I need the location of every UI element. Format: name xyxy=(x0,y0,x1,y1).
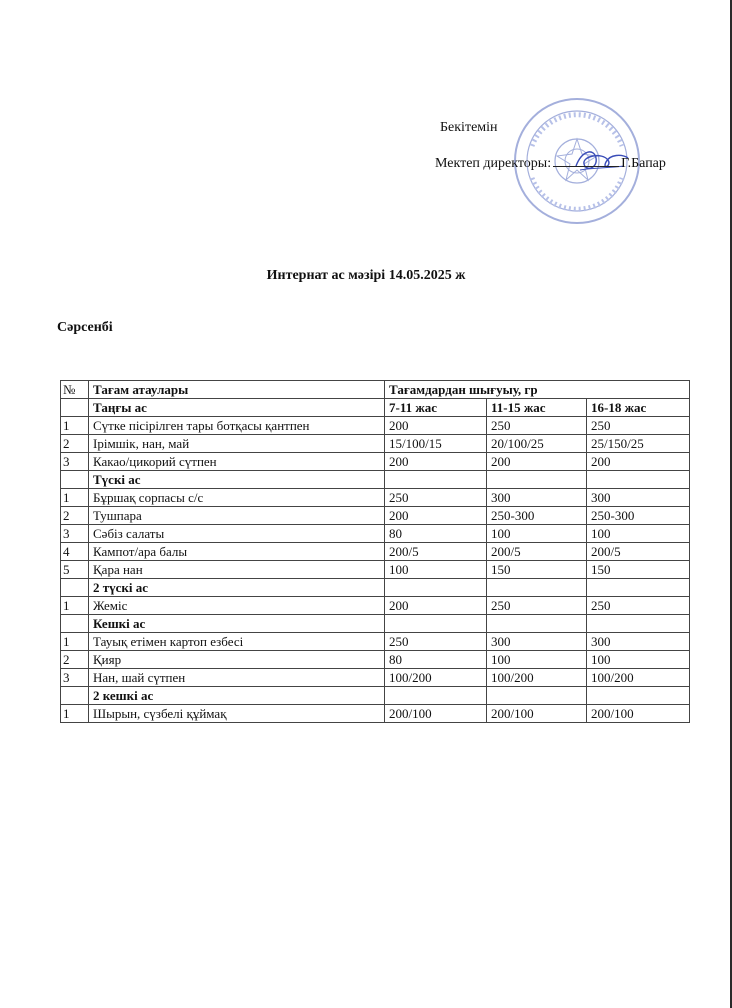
age-group-header: 16-18 жас xyxy=(587,399,690,417)
section-number-cell xyxy=(61,615,89,633)
portion-value: 300 xyxy=(587,633,690,651)
page-title: Интернат ас мәзірі 14.05.2025 ж xyxy=(266,268,466,283)
portion-value: 150 xyxy=(587,561,690,579)
section-name: 2 кешкі ас xyxy=(89,687,385,705)
portion-value: 100 xyxy=(587,651,690,669)
portion-value: 300 xyxy=(487,633,587,651)
section-name: Кешкі ас xyxy=(89,615,385,633)
portion-value: 200 xyxy=(587,453,690,471)
table-row xyxy=(61,705,690,723)
portion-value: 200/5 xyxy=(385,543,487,561)
dish-name: Тауық етімен картоп езбесі xyxy=(89,633,385,651)
portion-value: 100 xyxy=(587,525,690,543)
section-number-cell xyxy=(61,579,89,597)
age-group-cell xyxy=(385,579,487,597)
dish-name: Бұршақ сорпасы с/с xyxy=(89,489,385,507)
row-number: 3 xyxy=(61,525,89,543)
section-number-cell xyxy=(61,687,89,705)
age-group-cell xyxy=(487,471,587,489)
dish-name: Сүтке пісірілген тары ботқасы қантпен xyxy=(89,417,385,435)
header-dish-name: Тағам атаулары xyxy=(89,381,385,399)
portion-value: 25/150/25 xyxy=(587,435,690,453)
table-row xyxy=(61,669,690,687)
section-row xyxy=(61,615,690,633)
portion-value: 250-300 xyxy=(487,507,587,525)
row-number: 2 xyxy=(61,435,89,453)
table-row xyxy=(61,561,690,579)
portion-value: 100 xyxy=(385,561,487,579)
table-row xyxy=(61,453,690,471)
portion-value: 200 xyxy=(385,597,487,615)
section-number-cell xyxy=(61,399,89,417)
section-row xyxy=(61,399,690,417)
age-group-cell xyxy=(587,471,690,489)
portion-value: 200/100 xyxy=(487,705,587,723)
table-row xyxy=(61,597,690,615)
section-name: Түскі ас xyxy=(89,471,385,489)
portion-value: 100 xyxy=(487,525,587,543)
approval-label: Бекітемін xyxy=(440,120,498,135)
dish-name: Жеміс xyxy=(89,597,385,615)
portion-value: 200/5 xyxy=(587,543,690,561)
header-number: № xyxy=(61,381,89,399)
portion-value: 80 xyxy=(385,525,487,543)
portion-value: 250 xyxy=(487,597,587,615)
dish-name: Шырын, сүзбелі құймақ xyxy=(89,705,385,723)
dish-name: Кампот/ара балы xyxy=(89,543,385,561)
portion-value: 80 xyxy=(385,651,487,669)
portion-value: 200/5 xyxy=(487,543,587,561)
portion-value: 300 xyxy=(587,489,690,507)
portion-value: 250 xyxy=(487,417,587,435)
portion-value: 100/200 xyxy=(385,669,487,687)
portion-value: 200 xyxy=(385,507,487,525)
table-row xyxy=(61,417,690,435)
age-group-cell xyxy=(487,615,587,633)
age-group-cell xyxy=(587,615,690,633)
dish-name: Сәбіз салаты xyxy=(89,525,385,543)
row-number: 1 xyxy=(61,633,89,651)
table-row xyxy=(61,651,690,669)
signature-line xyxy=(553,154,619,167)
age-group-cell xyxy=(587,579,690,597)
row-number: 3 xyxy=(61,669,89,687)
menu-table xyxy=(60,380,690,723)
section-name: Таңғы ас xyxy=(89,399,385,417)
table-row xyxy=(61,489,690,507)
portion-value: 300 xyxy=(487,489,587,507)
row-number: 1 xyxy=(61,417,89,435)
age-group-cell xyxy=(385,471,487,489)
age-group-header: 7-11 жас xyxy=(385,399,487,417)
dish-name: Қияр xyxy=(89,651,385,669)
section-name: 2 түскі ас xyxy=(89,579,385,597)
day-of-week: Сәрсенбі xyxy=(57,320,113,335)
portion-value: 250-300 xyxy=(587,507,690,525)
portion-value: 250 xyxy=(385,633,487,651)
dish-name: Нан, шай сүтпен xyxy=(89,669,385,687)
dish-name: Тушпара xyxy=(89,507,385,525)
age-group-cell xyxy=(587,687,690,705)
portion-value: 100/200 xyxy=(487,669,587,687)
header-output: Тағамдардан шығуыу, гр xyxy=(385,381,690,399)
dish-name: Қара нан xyxy=(89,561,385,579)
section-row xyxy=(61,687,690,705)
portion-value: 200 xyxy=(487,453,587,471)
age-group-cell xyxy=(385,615,487,633)
table-header-row xyxy=(61,381,690,399)
age-group-cell xyxy=(487,579,587,597)
portion-value: 200/100 xyxy=(385,705,487,723)
portion-value: 250 xyxy=(587,417,690,435)
row-number: 3 xyxy=(61,453,89,471)
portion-value: 15/100/15 xyxy=(385,435,487,453)
row-number: 5 xyxy=(61,561,89,579)
menu-table-body xyxy=(61,381,690,723)
age-group-cell xyxy=(385,687,487,705)
portion-value: 200 xyxy=(385,453,487,471)
row-number: 1 xyxy=(61,489,89,507)
portion-value: 100/200 xyxy=(587,669,690,687)
portion-value: 200/100 xyxy=(587,705,690,723)
section-number-cell xyxy=(61,471,89,489)
table-row xyxy=(61,543,690,561)
section-row xyxy=(61,471,690,489)
portion-value: 150 xyxy=(487,561,587,579)
portion-value: 20/100/25 xyxy=(487,435,587,453)
section-row xyxy=(61,579,690,597)
dish-name: Какао/цикорий сүтпен xyxy=(89,453,385,471)
director-name: Г.Бапар xyxy=(621,156,666,171)
director-label: Мектеп директоры: xyxy=(435,156,552,171)
table-row xyxy=(61,633,690,651)
row-number: 1 xyxy=(61,597,89,615)
age-group-cell xyxy=(487,687,587,705)
portion-value: 100 xyxy=(487,651,587,669)
portion-value: 200 xyxy=(385,417,487,435)
row-number: 1 xyxy=(61,705,89,723)
row-number: 2 xyxy=(61,651,89,669)
row-number: 4 xyxy=(61,543,89,561)
dish-name: Ірімшік, нан, май xyxy=(89,435,385,453)
table-row xyxy=(61,435,690,453)
row-number: 2 xyxy=(61,507,89,525)
age-group-header: 11-15 жас xyxy=(487,399,587,417)
portion-value: 250 xyxy=(385,489,487,507)
director-line xyxy=(435,154,666,172)
table-row xyxy=(61,507,690,525)
portion-value: 250 xyxy=(587,597,690,615)
table-row xyxy=(61,525,690,543)
